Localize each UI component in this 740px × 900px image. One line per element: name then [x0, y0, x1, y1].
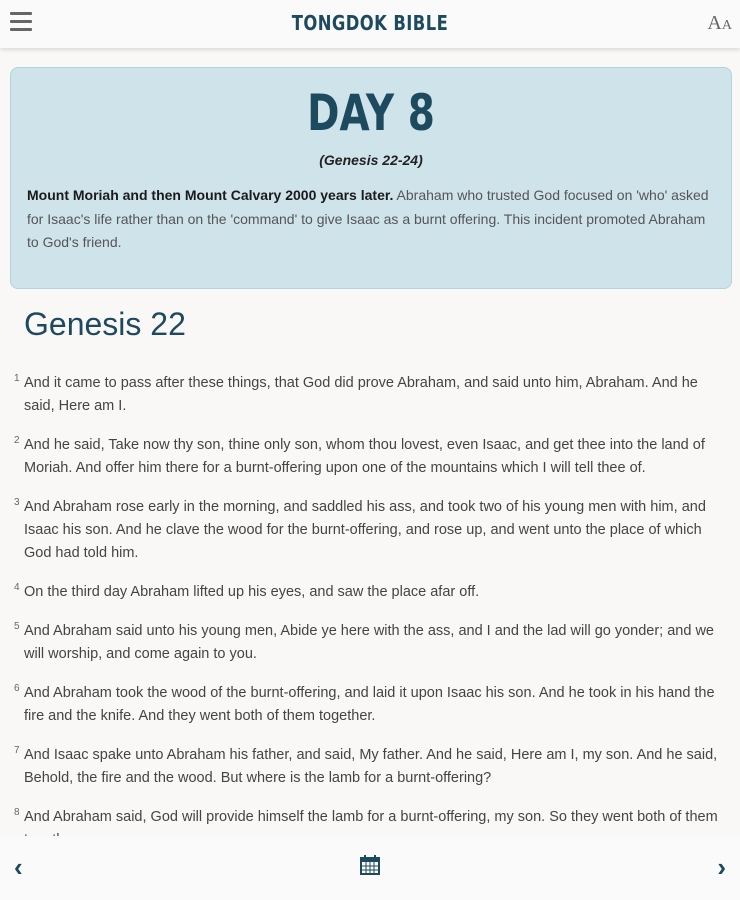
verse: [14, 581, 726, 604]
verse: [14, 620, 726, 666]
verse-number: 2: [14, 435, 20, 446]
previous-day-button[interactable]: [14, 852, 23, 883]
reading-range: (Genesis 22-24): [319, 152, 423, 168]
calendar-button[interactable]: [359, 854, 381, 876]
font-size-small-icon: A: [721, 18, 732, 33]
verse-text: And Abraham said unto his young men, Abide ye here with the ass, and I and the lad will go yonder; and we will worship, and come again to you.: [24, 623, 714, 662]
verse: [14, 434, 726, 480]
verse-list: [14, 372, 726, 868]
summary-headline: Mount Moriah and then Mount Calvary 2000 years later.: [27, 187, 394, 203]
chapter-title: Genesis 22: [24, 306, 186, 342]
verse-number: 1: [14, 373, 20, 384]
chevron-left-icon: ‹: [14, 852, 23, 882]
chevron-right-icon: ›: [717, 852, 726, 882]
day-summary-card: [10, 67, 732, 289]
verse-text: And he said, Take now thy son, thine only son, whom thou lovest, even Isaac, and get thee into the land of Moriah. And offer him there for a burnt-offering upon one of the mountains which I will tell thee of.: [24, 437, 705, 476]
bottom-nav-bar: [0, 836, 740, 900]
verse-text: And Isaac spake unto Abraham his father, and said, My father. And he said, Here am I, my son. And he said, Behold, the fire and the wood. But where is the lamb for a burnt-offering?: [24, 747, 718, 786]
top-app-bar: [0, 0, 740, 48]
summary-body: Abraham who trusted God focused on 'who' asked for Isaac's life rather than on the 'command' to give Isaac as a burnt offering. This incident promoted Abraham to God's friend.: [27, 187, 709, 250]
app-title: TONGDOK BIBLE: [291, 11, 449, 35]
verse: [14, 372, 726, 418]
verse-text: And Abraham rose early in the morning, and saddled his ass, and took two of his young men with him, and Isaac his son. And he clave the wood for the burnt-offering, and rose up, and went unto the place of which God had told him.: [24, 499, 706, 561]
verse-text: And it came to pass after these things, that God did prove Abraham, and said unto him, Abraham. And he said, Here am I.: [24, 375, 698, 414]
verse-text: And Abraham said, God will provide himself the lamb for a burnt-offering, my son. So they went both of them: [24, 809, 718, 825]
menu-button[interactable]: [10, 12, 32, 32]
next-day-button[interactable]: [717, 852, 726, 883]
verse-number: 6: [14, 683, 20, 694]
verse-number: 4: [14, 582, 20, 593]
verse: [14, 682, 726, 728]
verse: [14, 744, 726, 790]
verse-text: And Abraham took the wood of the burnt-offering, and laid it upon Isaac his son. And he took in his hand the fire and the knife. And they went both of them together.: [24, 685, 715, 724]
verse-number: 5: [14, 621, 20, 632]
verse-number: 3: [14, 497, 20, 508]
hamburger-icon: [10, 12, 32, 15]
chapter-content[interactable]: [0, 280, 740, 836]
summary-text: [27, 184, 715, 255]
calendar-icon: [359, 854, 381, 876]
font-size-large-icon: A: [707, 12, 722, 34]
verse-number: 8: [14, 807, 20, 818]
font-size-button[interactable]: [707, 12, 732, 35]
day-title: DAY 8: [307, 84, 435, 142]
verse-number: 7: [14, 745, 20, 756]
verse: [14, 496, 726, 565]
verse-text: On the third day Abraham lifted up his eyes, and saw the place afar off.: [24, 584, 480, 600]
